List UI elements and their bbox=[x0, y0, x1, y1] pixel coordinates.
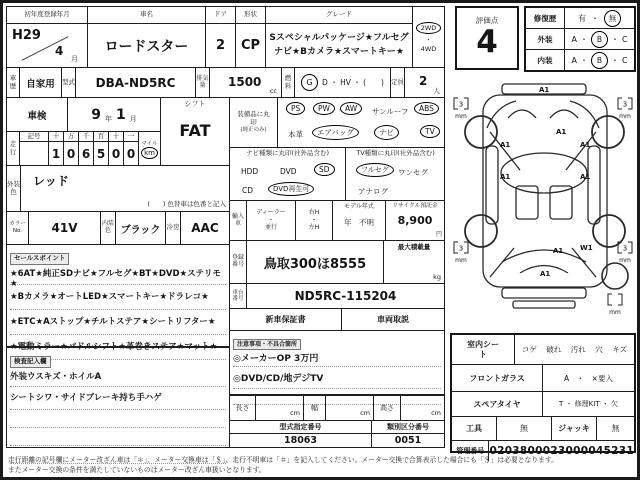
score-box bbox=[455, 6, 519, 70]
repair-label: 修復歴 bbox=[533, 13, 557, 23]
tread-depth-spare bbox=[608, 294, 622, 316]
grade-value: Sスペシャルパッケージ★フルセグナビ★Bカメラ★スマートキー★ bbox=[265, 23, 413, 68]
exterior-color-label: 外装色 bbox=[7, 166, 21, 211]
capacity-unit: 人 bbox=[433, 87, 440, 95]
spare-tire-value: T ・ 修理KIT ・ 欠 bbox=[558, 400, 619, 408]
exterior-color-value: レッド bbox=[33, 174, 69, 188]
tv-fullseg-circled: フルセグ bbox=[356, 163, 394, 177]
navi-type-header: ナビ種類に丸印(社外品含む) bbox=[245, 149, 330, 157]
exterior-color-box bbox=[6, 165, 230, 212]
warranty-cell: 新車保証書 bbox=[230, 309, 342, 330]
rear-deck-arc bbox=[502, 250, 586, 262]
sales-line: ★ETC★Aストップ★チルトステア★シートリフター★ bbox=[10, 310, 226, 335]
type-number-table bbox=[229, 420, 445, 448]
dimensions-row bbox=[229, 395, 445, 421]
model-code-value: DBA-ND5RC bbox=[75, 67, 196, 98]
seat-item: キズ bbox=[612, 345, 628, 354]
navi-dvd-play-circled: DVD再生可 bbox=[268, 182, 314, 196]
repair-no-circled: 無 bbox=[604, 10, 621, 27]
svg-text:mm: mm bbox=[455, 113, 467, 120]
control-number-label: 管理番号 bbox=[452, 441, 489, 461]
grade-header: グレード bbox=[265, 6, 413, 24]
wheel-front-left bbox=[465, 116, 497, 148]
model-year-cell: モデル年式 年 不明 bbox=[333, 201, 386, 240]
drive-type-cell bbox=[412, 6, 445, 68]
registration-row bbox=[229, 240, 445, 284]
damage-rear-right: W1 bbox=[580, 244, 593, 252]
condition-table bbox=[524, 6, 636, 72]
seat-label: 室内シート bbox=[452, 335, 515, 364]
recycle-cell: リサイクル預託金 8,900 円 bbox=[386, 201, 444, 240]
exterior-grade-row: 外装 A ・ B ・ C bbox=[526, 29, 634, 50]
inspector-line: 外装ウスキズ・ホイルA bbox=[10, 370, 226, 387]
c-pillar-right bbox=[572, 248, 596, 277]
mile-label: マイル bbox=[141, 140, 158, 147]
damage-left-door: A1 bbox=[500, 173, 511, 181]
fuel-label: 燃料 bbox=[281, 67, 295, 98]
class-number-header: 類別区分番号 bbox=[372, 421, 444, 434]
rocker-right bbox=[588, 146, 600, 224]
damage-right-door: A1 bbox=[580, 173, 591, 181]
height-value: cm bbox=[431, 409, 441, 417]
import-row bbox=[229, 200, 445, 241]
shaken-label: 車検 bbox=[27, 110, 47, 122]
tread-depth-rear-right bbox=[618, 242, 632, 264]
km-circled: km bbox=[141, 147, 158, 159]
docs-row bbox=[229, 308, 445, 331]
jack-label: ジャッキ bbox=[552, 417, 597, 440]
payload-unit: kg bbox=[433, 273, 441, 281]
shaken-month: 1 bbox=[116, 106, 126, 123]
seat-row bbox=[452, 335, 634, 365]
sales-points-tab: セールスポイント bbox=[10, 253, 69, 265]
spare-tire-label: スペアタイヤ bbox=[452, 392, 543, 416]
svg-text:3: 3 bbox=[622, 244, 628, 253]
sales-points-box bbox=[6, 244, 230, 352]
damage-rear-bumper: A1 bbox=[540, 270, 551, 278]
inspector-notes-box bbox=[6, 346, 230, 448]
shift-value: FAT bbox=[179, 120, 211, 140]
svg-text:mm: mm bbox=[619, 257, 631, 264]
mileage-digit: 0 bbox=[124, 142, 139, 165]
equip-abs-circled: ABS bbox=[414, 102, 439, 115]
disclaimer-line-2: またメーター交換の条件を満たしていないものはメーター改ざん車扱いとなります。 bbox=[8, 466, 266, 475]
color-no-value: 41V bbox=[28, 211, 101, 245]
equip-sunroof: サンルーフ bbox=[372, 107, 409, 116]
spare-tire-row bbox=[452, 392, 634, 417]
windshield bbox=[501, 153, 587, 193]
fuel-options: D ・ HV ・ ( ) bbox=[322, 78, 384, 87]
wheel-rear-left bbox=[465, 215, 497, 247]
recycle-unit: 円 bbox=[435, 231, 442, 238]
mileage-label: 走行 bbox=[7, 132, 20, 165]
hood-arc-right bbox=[550, 110, 578, 118]
repair-yes: 有 bbox=[578, 13, 586, 23]
svg-text:3: 3 bbox=[458, 100, 464, 109]
color-change-note: ( ) 色替車は色番と記入 bbox=[147, 200, 226, 208]
equip-airbag-circled: エアバッグ bbox=[312, 125, 359, 140]
interior-check-table bbox=[450, 333, 636, 457]
payload-cell: 最大積載量 kg bbox=[397, 243, 441, 281]
rear-lower-bar bbox=[513, 301, 575, 308]
width-value: cm bbox=[326, 396, 374, 420]
equipment-label: 装備品に丸印 (純正のみ) bbox=[230, 98, 278, 147]
tv-oneseg: ワンセグ bbox=[398, 168, 428, 177]
mileage-digit: 5 bbox=[94, 142, 109, 165]
model-code-label: 型式 bbox=[61, 67, 76, 98]
class-number-value: 0051 bbox=[394, 435, 422, 446]
navi-cd: CD bbox=[242, 186, 254, 195]
tv-type-header: TV種類に丸印(社外品含む) bbox=[356, 149, 435, 157]
svg-text:3: 3 bbox=[622, 100, 628, 109]
length-label: 長さ bbox=[230, 396, 256, 420]
import-dealer-cell: ディーラー ・ 並行 bbox=[247, 201, 296, 240]
windshield-value: A ・ ×要入 bbox=[564, 373, 613, 383]
seat-item: コゲ bbox=[521, 345, 537, 354]
reg-era: H29 bbox=[12, 28, 41, 43]
sales-line: ★電動ミラー★パドルシフト★革巻きステア★マット★ bbox=[10, 335, 226, 360]
interior-label: 内装 bbox=[537, 55, 553, 65]
mileage-digit: 0 bbox=[64, 142, 79, 165]
recycle-value: 8,900 bbox=[397, 214, 433, 228]
drive-dot: ・ bbox=[425, 35, 432, 44]
inspector-line-empty bbox=[10, 428, 226, 446]
interior-grade-circled: B bbox=[591, 52, 608, 69]
displacement-label: 排気量 bbox=[195, 67, 210, 98]
notes-box bbox=[229, 330, 445, 395]
fuel-gasoline-circled: G bbox=[301, 74, 318, 91]
seat-item: 破れ bbox=[546, 345, 562, 354]
damage-front-bumper: A1 bbox=[539, 86, 550, 94]
tread-depth-front-right bbox=[618, 98, 632, 120]
mileage-unit-cell bbox=[139, 132, 160, 165]
damage-right-fender: A1 bbox=[580, 141, 591, 149]
car-damage-diagram bbox=[450, 76, 636, 331]
jack-value: 無 bbox=[611, 424, 620, 433]
tread-depth-rear-left bbox=[454, 242, 468, 264]
spec-number-value: 18063 bbox=[230, 434, 372, 447]
shift-label: シフト bbox=[184, 100, 206, 108]
drive-2wd-circled: 2WD bbox=[416, 22, 442, 34]
svg-text:mm: mm bbox=[609, 309, 621, 316]
shape-value: CP bbox=[235, 23, 266, 68]
windshield-row bbox=[452, 365, 634, 392]
tools-value: 無 bbox=[497, 417, 552, 440]
control-number-value: 0203800023000045231 bbox=[489, 445, 634, 457]
shape-header: 形状 bbox=[235, 6, 266, 24]
svg-text:mm: mm bbox=[619, 113, 631, 120]
exterior-grade-circled: B bbox=[591, 31, 608, 48]
import-handle-cell: 右H ・ 左H bbox=[296, 201, 333, 240]
inspector-notes-tab: 検査記入欄 bbox=[10, 356, 51, 368]
equip-ps-circled: PS bbox=[286, 102, 305, 115]
ac-value: AAC bbox=[180, 211, 230, 245]
notes-line: ◎DVD/CD/地デジTV bbox=[233, 367, 441, 389]
score-value: 4 bbox=[476, 24, 498, 61]
c-pillar-left bbox=[490, 248, 514, 277]
first-reg-header: 初年度登録年月 bbox=[6, 6, 88, 24]
mileage-digit: 1 bbox=[49, 142, 64, 165]
disclaimer-line-1: 走行距離の記号欄にメーター改ざん車は「＊」、メーター交換車は「＄」、走行不明車は「＃」を記入してください。メーター交換で合算表示した場合にも「＄」は必要となります。 bbox=[8, 456, 558, 464]
shaken-year: 9 bbox=[91, 106, 101, 123]
interior-color-label: 内装色 bbox=[100, 211, 116, 245]
history-label: 車歴 bbox=[6, 67, 20, 98]
chassis-value: ND5RC-115204 bbox=[294, 289, 397, 303]
first-reg-value bbox=[6, 23, 88, 68]
svg-text:mm: mm bbox=[455, 257, 467, 264]
displacement-value: 1500 cc bbox=[209, 67, 282, 98]
damage-rear-panel: A1 bbox=[553, 247, 564, 255]
spec-number-header: 型式指定番号 bbox=[230, 421, 372, 434]
rocker-left bbox=[486, 146, 498, 224]
interior-color-value: ブラック bbox=[115, 211, 166, 245]
meter-disclaimer bbox=[8, 455, 634, 475]
drive-4wd: 4WD bbox=[420, 44, 437, 53]
shift-box bbox=[160, 97, 230, 166]
a-pillar-right bbox=[566, 132, 596, 170]
ac-label: 冷房 bbox=[165, 211, 181, 245]
navi-tv-box bbox=[229, 147, 445, 201]
capacity-label: 定員 bbox=[390, 67, 405, 98]
notes-tab: 注意事項・不具合箇所 bbox=[233, 339, 301, 350]
manual-cell: 車両取説 bbox=[377, 315, 409, 324]
mileage-table: 走行 記号 十 万 千 百 十 一 1 0 6 5 0 0 マイル km bbox=[6, 131, 161, 166]
width-label: 幅 bbox=[304, 396, 326, 420]
inspector-line: シートシワ・サイドブレーキ持ち手ハゲ bbox=[10, 387, 226, 410]
wheel-front-right bbox=[592, 116, 624, 148]
notes-line: ◎メーカーOP 3万円 bbox=[233, 351, 441, 367]
history-value: 自家用 bbox=[19, 67, 62, 98]
exterior-label: 外装 bbox=[537, 34, 553, 44]
car-name-value: ロードスター bbox=[87, 23, 206, 68]
tools-label: 工具 bbox=[452, 417, 497, 440]
equip-tv-circled: TV bbox=[420, 125, 440, 138]
hood-arc-left bbox=[508, 110, 536, 118]
equip-leather: 本革 bbox=[288, 130, 303, 139]
navi-hdd: HDD bbox=[241, 167, 259, 176]
reg-month: 4 bbox=[55, 44, 64, 58]
inspector-line-empty bbox=[10, 410, 226, 428]
interior-grade-row: 内装 A ・ B ・ C bbox=[526, 50, 634, 70]
damage-left-fender: A1 bbox=[500, 141, 511, 149]
fuel-value bbox=[294, 67, 391, 98]
equip-pw-circled: PW bbox=[313, 102, 335, 115]
registration-value: 鳥取300ほ8555 bbox=[247, 241, 384, 283]
navi-dvd: DVD bbox=[280, 167, 297, 176]
chassis-label: 車台番号 bbox=[230, 284, 247, 308]
repair-row: 修復歴 有 ・ 無 bbox=[526, 8, 634, 29]
door-header: ドア bbox=[205, 6, 236, 24]
sales-line: ★Bカメラ★オートLED★スマートキー★ドラレコ★ bbox=[10, 285, 226, 310]
equipment-box bbox=[229, 97, 445, 148]
capacity-value: 2 人 bbox=[404, 67, 445, 98]
equip-navi-circled: ナビ bbox=[374, 125, 399, 140]
windshield-label: フロントガラス bbox=[452, 365, 543, 391]
displacement-unit: cc bbox=[269, 87, 277, 95]
tv-analog: アナログ bbox=[358, 187, 388, 196]
import-label: 輸入車 bbox=[230, 201, 247, 240]
navi-sd-circled: SD bbox=[314, 163, 335, 176]
rear-bumper-bar bbox=[502, 288, 586, 298]
mileage-digit: 0 bbox=[109, 142, 124, 165]
color-no-label: カラーNo. bbox=[6, 211, 29, 245]
seat-item: 汚れ bbox=[570, 345, 586, 354]
registration-label: 登録番号 bbox=[230, 241, 247, 283]
tools-row bbox=[452, 417, 634, 441]
sales-line: ★6AT★純正SDナビ★フルセグ★BT★DVD★ステリモ★ bbox=[10, 267, 226, 285]
reg-month-unit: 月 bbox=[71, 55, 78, 63]
seat-item: 穴 bbox=[595, 345, 603, 354]
model-year-value: 年 不明 bbox=[344, 217, 374, 227]
length-value: cm bbox=[256, 396, 304, 420]
mileage-digit: 6 bbox=[79, 142, 94, 165]
svg-text:3: 3 bbox=[458, 244, 464, 253]
car-name-header: 車名 bbox=[87, 6, 206, 24]
door-value: 2 bbox=[205, 23, 236, 68]
damage-hood: A1 bbox=[556, 128, 567, 136]
equip-aw-circled: AW bbox=[340, 102, 362, 115]
mileage-sign-header: 記号 bbox=[20, 132, 49, 142]
score-label: 評価点 bbox=[475, 16, 499, 26]
tread-depth-front-left bbox=[454, 98, 468, 120]
chassis-row bbox=[229, 283, 445, 309]
height-label: 高さ bbox=[374, 396, 401, 420]
mileage-sign-value bbox=[20, 142, 49, 165]
shaken-row: 車検 9 年 1 月 bbox=[6, 97, 161, 132]
